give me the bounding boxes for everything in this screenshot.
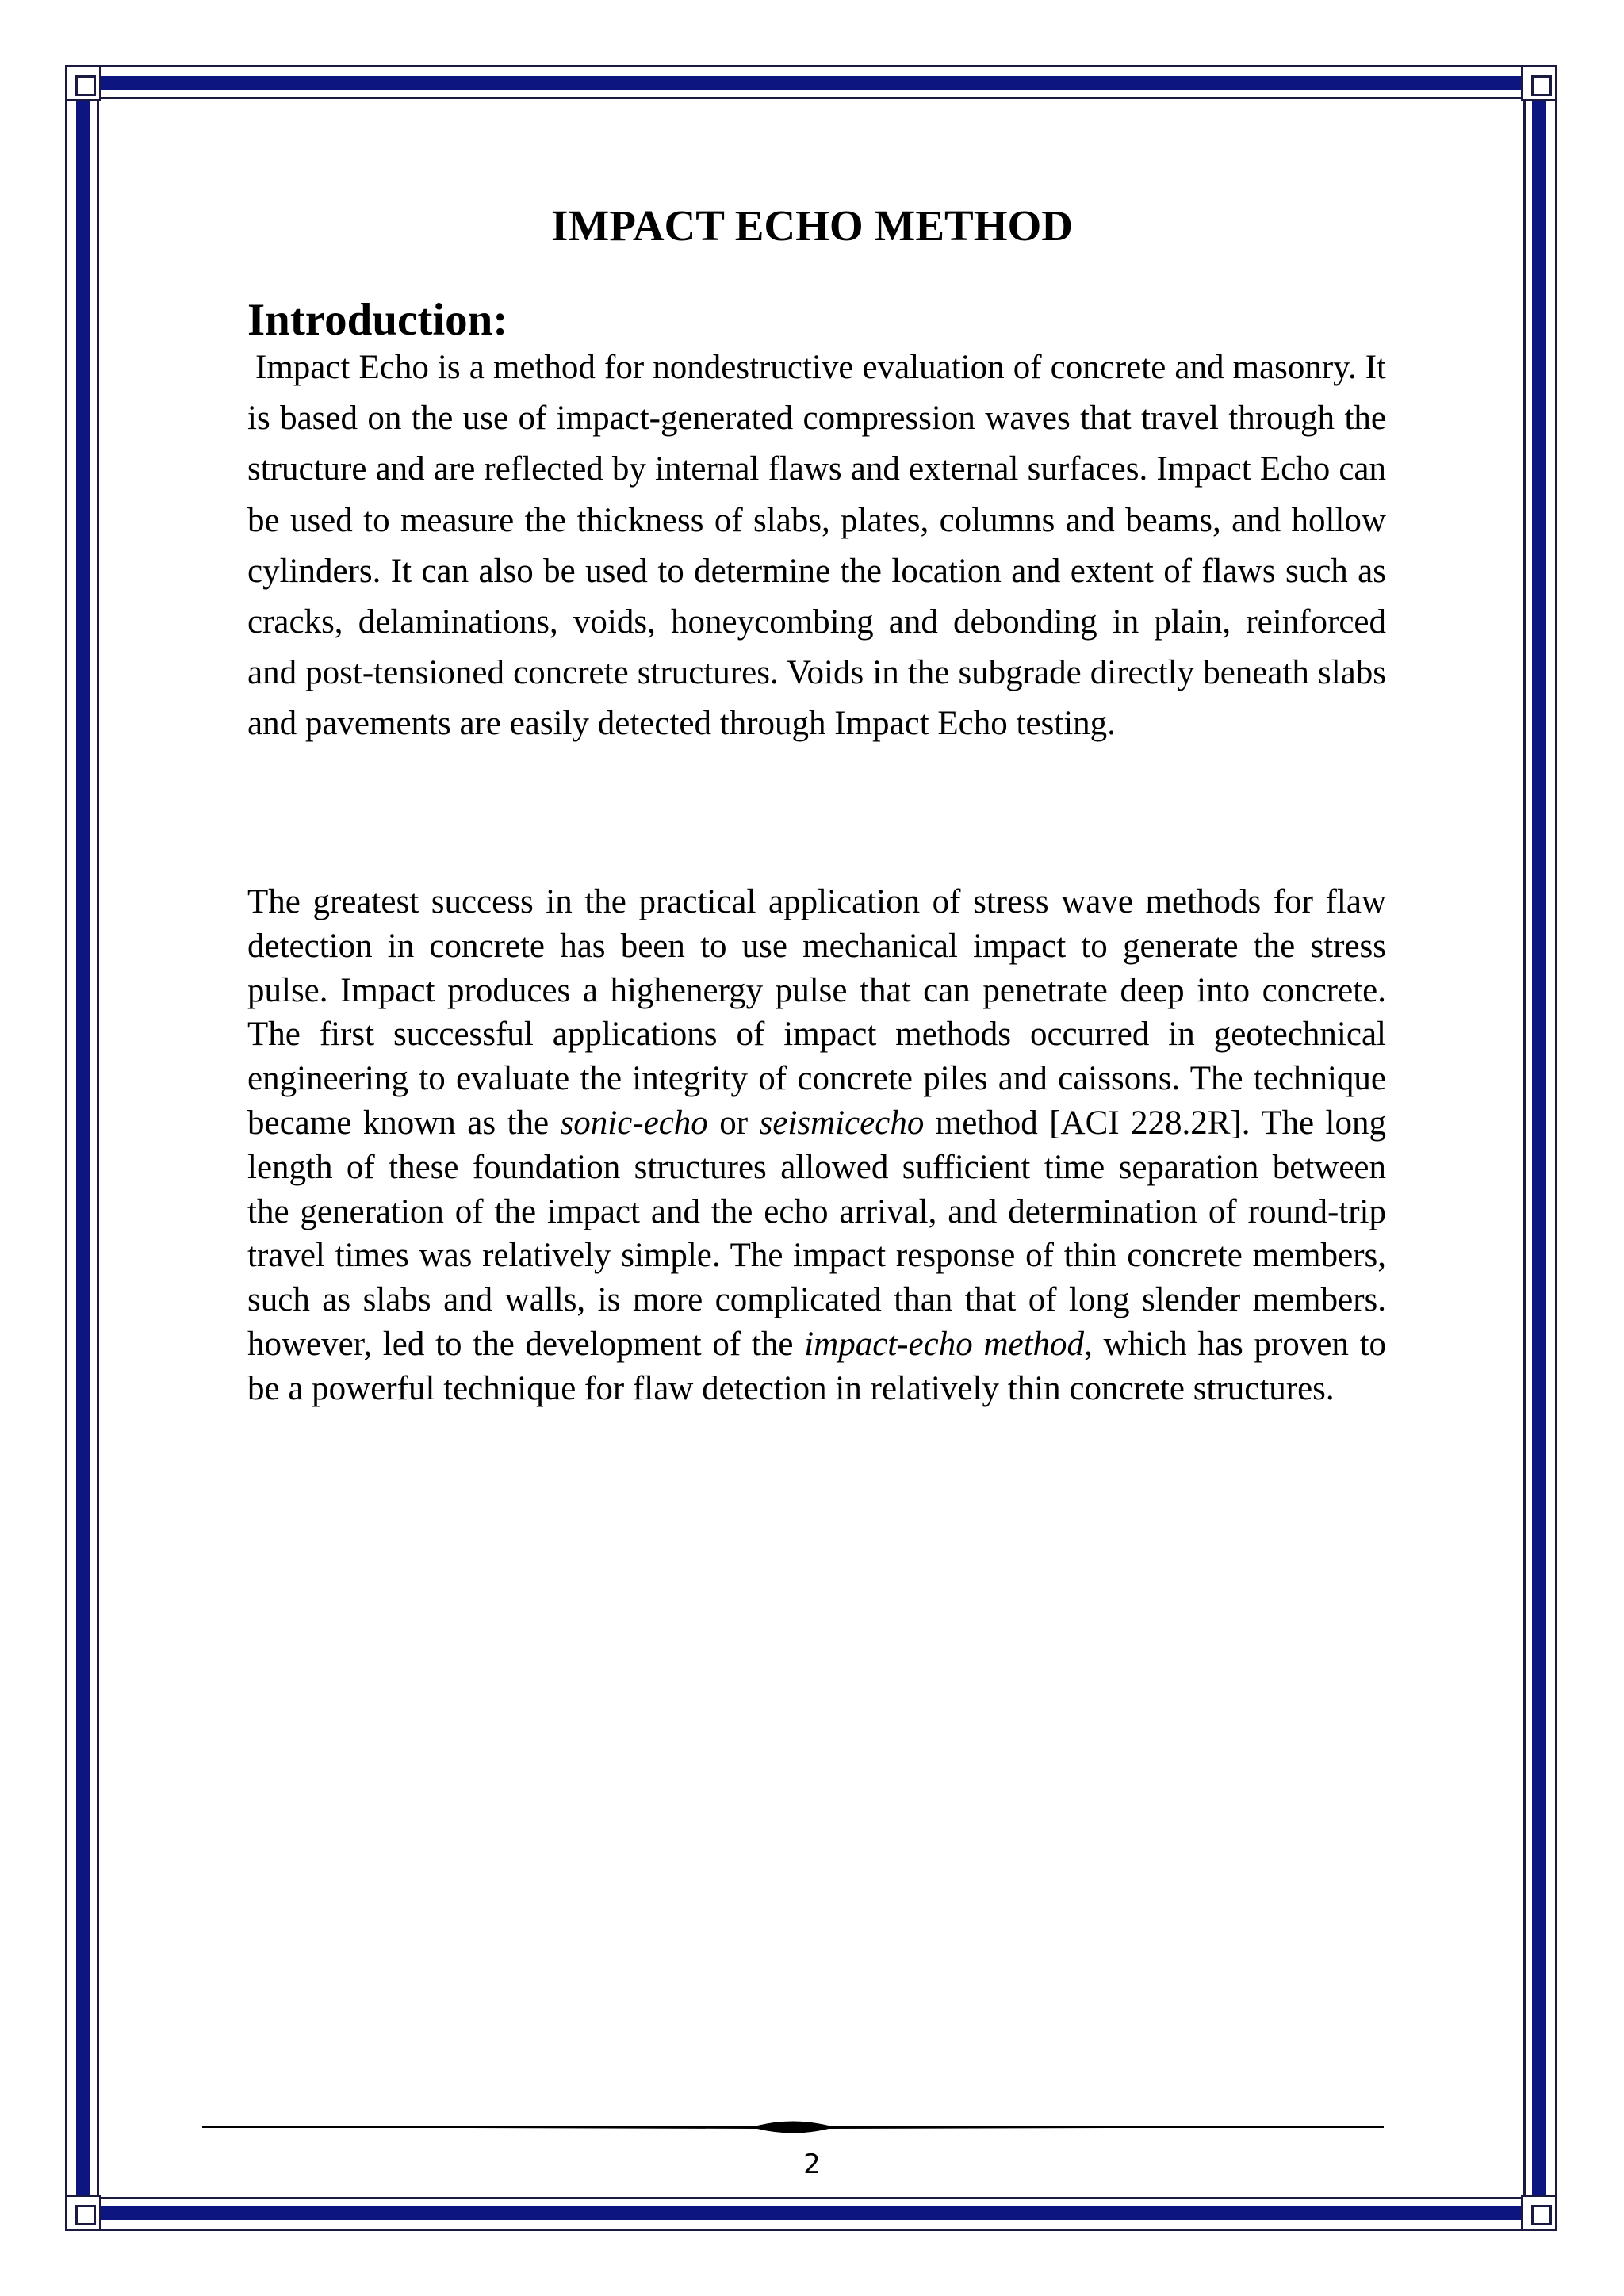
body-paragraph xyxy=(247,880,1386,1411)
footer-divider xyxy=(202,2117,1384,2137)
body-text: , which has proven to be a powerful technique for flaw detection in relatively thin concrete structures. xyxy=(247,1325,1387,1407)
page-title: IMPACT ECHO METHOD xyxy=(551,201,1073,250)
border-corner-ornament xyxy=(1521,65,1557,101)
italic-term: sonic-echo xyxy=(560,1104,708,1142)
body-text: The greatest success in the practical application of stress wave methods for flaw detection in concrete has been to use mechanical impact to generate the stress pulse. Impact produces a highenergy pulse that can penetrate deep into concrete. The first successful applications of impact methods occurred in geotechnical engineering to evaluate the integrity of concrete piles and caissons. The technique became known as the xyxy=(247,883,1386,1142)
italic-term: seismicecho xyxy=(759,1104,925,1142)
body-text: method [ACI 228.2R]. The long length of these foundation structures allowed sufficient time separation between the generation of the impact and the echo arrival, and determination of round-trip travel times was relatively simple. The impact response of thin concrete members, such as slabs and walls, is more complicated than that of long slender members. however, led to the development of the xyxy=(247,1104,1387,1363)
page-number: 2 xyxy=(803,2149,821,2180)
italic-term: impact-echo method xyxy=(804,1325,1085,1363)
border-corner-ornament xyxy=(1521,2195,1557,2231)
border-corner-ornament xyxy=(65,65,102,101)
intro-paragraph: Impact Echo is a method for nondestructive evaluation of concrete and masonry. It is based on the use of impact-generated compression waves that travel through the structure and are reflected by internal flaws and external surfaces. Impact Echo can be used to measure the thickness of slabs, plates, columns and beams, and hollow cylinders. It can also be used to determine the location and extent of flaws such as cracks, delaminations, voids, honeycombing and debonding in plain, reinforced and post-tensioned concrete structures. Voids in the subgrade directly beneath slabs and pavements are easily detected through Impact Echo testing. xyxy=(247,349,1386,743)
body-text: or xyxy=(707,1104,760,1142)
border-corner-ornament xyxy=(65,2195,102,2231)
section-heading: Introduction: xyxy=(247,295,508,345)
